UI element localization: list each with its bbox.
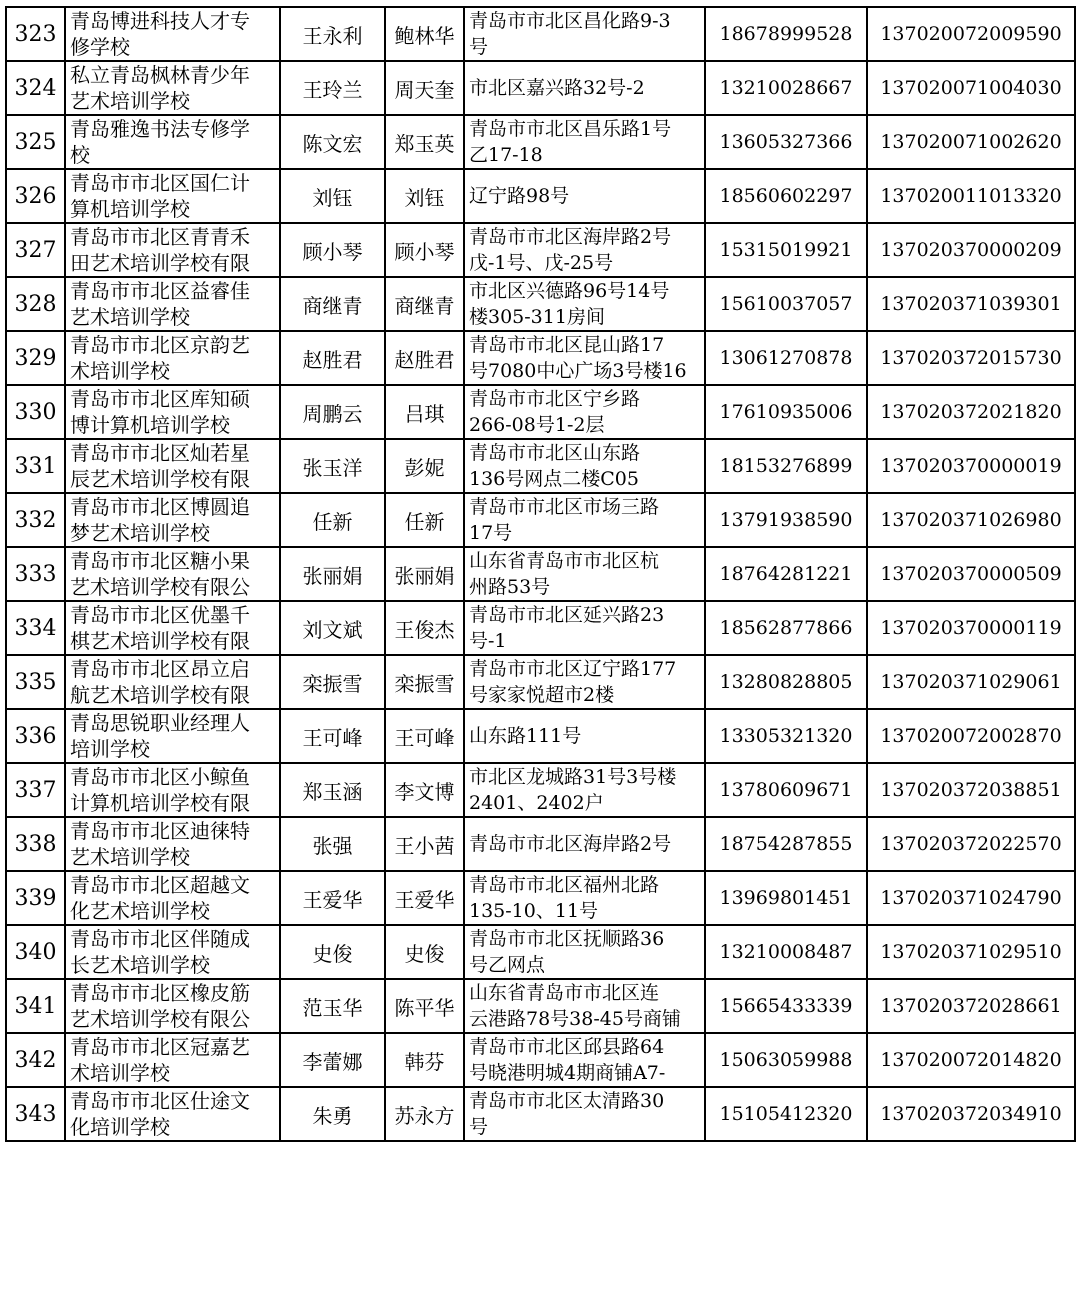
address-cell-line: 号晓港明城4期商铺A7- <box>469 1062 666 1084</box>
principal-cell: 刘钰 <box>385 169 464 223</box>
school-name-cell-line: 梦艺术培训学校 <box>70 521 210 545</box>
school-name-cell-line: 青岛市市北区橡皮筋 <box>70 981 250 1005</box>
row-number-cell: 337 <box>6 763 65 817</box>
school-name-cell-line: 青岛博进科技人才专 <box>70 9 250 33</box>
table-row <box>6 223 1075 277</box>
principal-cell: 鲍林华 <box>385 7 464 61</box>
table-row <box>6 331 1075 385</box>
school-name-cell <box>65 817 280 871</box>
address-cell-line: 136号网点二楼C05 <box>469 468 639 490</box>
address-cell <box>464 493 705 547</box>
row-number-cell: 324 <box>6 61 65 115</box>
row-number-cell: 336 <box>6 709 65 763</box>
school-name-cell-line: 计算机培训学校有限 <box>70 791 250 815</box>
principal-cell: 李文博 <box>385 763 464 817</box>
legal-representative-cell: 赵胜君 <box>280 331 385 385</box>
address-cell-line: 17号 <box>469 522 513 544</box>
address-cell <box>464 979 705 1033</box>
school-name-cell-line: 青岛市市北区小鲸鱼 <box>70 765 250 789</box>
license-number-cell: 137020370000509 <box>867 547 1075 601</box>
phone-cell: 15105412320 <box>705 1087 867 1141</box>
address-cell-line: 戊-1号、戊-25号 <box>469 252 614 274</box>
principal-cell: 王爱华 <box>385 871 464 925</box>
school-name-cell-line: 棋艺术培训学校有限 <box>70 629 250 653</box>
license-number-cell: 137020370000119 <box>867 601 1075 655</box>
row-number-cell: 343 <box>6 1087 65 1141</box>
address-cell <box>464 169 705 223</box>
legal-representative-cell: 刘文斌 <box>280 601 385 655</box>
principal-cell: 赵胜君 <box>385 331 464 385</box>
license-number-cell: 137020072002870 <box>867 709 1075 763</box>
address-cell-line: 山东省青岛市市北区杭 <box>469 550 660 572</box>
row-number-cell: 323 <box>6 7 65 61</box>
phone-cell: 18560602297 <box>705 169 867 223</box>
address-cell <box>464 601 705 655</box>
legal-representative-cell: 任新 <box>280 493 385 547</box>
table-row <box>6 763 1075 817</box>
phone-cell: 13210028667 <box>705 61 867 115</box>
address-cell-line: 青岛市市北区海岸路2号 <box>469 226 672 248</box>
address-cell <box>464 817 705 871</box>
phone-cell: 18764281221 <box>705 547 867 601</box>
table-row <box>6 61 1075 115</box>
address-cell <box>464 871 705 925</box>
legal-representative-cell: 栾振雪 <box>280 655 385 709</box>
school-name-cell <box>65 709 280 763</box>
license-number-cell: 137020371029061 <box>867 655 1075 709</box>
school-name-cell <box>65 1087 280 1141</box>
row-number-cell: 333 <box>6 547 65 601</box>
school-name-cell-line: 校 <box>70 143 90 167</box>
address-cell-line: 青岛市市北区福州北路 <box>469 874 660 896</box>
table-row <box>6 277 1075 331</box>
row-number-cell: 329 <box>6 331 65 385</box>
school-name-cell-line: 青岛市市北区青青禾 <box>70 225 250 249</box>
school-name-cell-line: 青岛市市北区昂立启 <box>70 657 250 681</box>
legal-representative-cell: 郑玉涵 <box>280 763 385 817</box>
license-number-cell: 137020371024790 <box>867 871 1075 925</box>
license-number-cell: 137020072009590 <box>867 7 1075 61</box>
school-name-cell-line: 青岛思锐职业经理人 <box>70 711 250 735</box>
license-number-cell: 137020071002620 <box>867 115 1075 169</box>
row-number-cell: 331 <box>6 439 65 493</box>
address-cell <box>464 1087 705 1141</box>
school-name-cell-line: 青岛市市北区博圆追 <box>70 495 250 519</box>
address-cell-line: 山东路111号 <box>469 725 582 747</box>
address-cell-line: 市北区兴德路96号14号 <box>469 280 670 302</box>
school-name-cell-line: 青岛市市北区京韵艺 <box>70 333 250 357</box>
legal-representative-cell: 周鹏云 <box>280 385 385 439</box>
school-name-cell-line: 青岛市市北区灿若星 <box>70 441 250 465</box>
address-cell-line: 2401、2402户 <box>469 792 604 814</box>
school-name-cell-line: 博计算机培训学校 <box>70 413 230 437</box>
phone-cell: 13305321320 <box>705 709 867 763</box>
address-cell-line: 云港路78号38-45号商铺 <box>469 1008 681 1030</box>
school-name-cell-line: 修学校 <box>70 35 130 59</box>
principal-cell: 商继青 <box>385 277 464 331</box>
school-name-cell-line: 艺术培训学校 <box>70 305 190 329</box>
table-row <box>6 1087 1075 1141</box>
school-name-cell <box>65 277 280 331</box>
license-number-cell: 137020372028661 <box>867 979 1075 1033</box>
address-cell-line: 山东省青岛市市北区连 <box>469 982 660 1004</box>
phone-cell: 13791938590 <box>705 493 867 547</box>
address-cell-line: 青岛市市北区延兴路23 <box>469 604 665 626</box>
legal-representative-cell: 王爱华 <box>280 871 385 925</box>
legal-representative-cell: 顾小琴 <box>280 223 385 277</box>
school-name-cell-line: 青岛市市北区国仁计 <box>70 171 250 195</box>
legal-representative-cell: 朱勇 <box>280 1087 385 1141</box>
school-name-cell <box>65 655 280 709</box>
school-name-cell <box>65 385 280 439</box>
legal-representative-cell: 李蕾娜 <box>280 1033 385 1087</box>
address-cell-line: 市北区龙城路31号3号楼 <box>469 766 677 788</box>
address-cell <box>464 1033 705 1087</box>
license-number-cell: 137020372015730 <box>867 331 1075 385</box>
legal-representative-cell: 张强 <box>280 817 385 871</box>
address-cell <box>464 331 705 385</box>
school-name-cell-line: 青岛雅逸书法专修学 <box>70 117 250 141</box>
legal-representative-cell: 陈文宏 <box>280 115 385 169</box>
phone-cell: 18153276899 <box>705 439 867 493</box>
license-number-cell: 137020371039301 <box>867 277 1075 331</box>
legal-representative-cell: 商继青 <box>280 277 385 331</box>
address-cell-line: 青岛市市北区邱县路64 <box>469 1036 665 1058</box>
school-name-cell <box>65 223 280 277</box>
address-cell-line: 青岛市市北区抚顺路36 <box>469 928 665 950</box>
legal-representative-cell: 王玲兰 <box>280 61 385 115</box>
principal-cell: 栾振雪 <box>385 655 464 709</box>
row-number-cell: 328 <box>6 277 65 331</box>
row-number-cell: 339 <box>6 871 65 925</box>
school-name-cell-line: 算机培训学校 <box>70 197 190 221</box>
license-number-cell: 137020372021820 <box>867 385 1075 439</box>
school-name-cell <box>65 979 280 1033</box>
school-name-cell-line: 艺术培训学校 <box>70 89 190 113</box>
row-number-cell: 335 <box>6 655 65 709</box>
school-name-cell-line: 青岛市市北区益睿佳 <box>70 279 250 303</box>
address-cell-line: 青岛市市北区昌化路9-3 <box>469 10 671 32</box>
school-name-cell <box>65 115 280 169</box>
row-number-cell: 330 <box>6 385 65 439</box>
phone-cell: 18562877866 <box>705 601 867 655</box>
phone-cell: 13210008487 <box>705 925 867 979</box>
table-row <box>6 547 1075 601</box>
address-cell-line: 青岛市市北区市场三路 <box>469 496 660 518</box>
address-cell-line: 号 <box>469 36 489 58</box>
license-number-cell: 137020372022570 <box>867 817 1075 871</box>
school-name-cell <box>65 61 280 115</box>
school-name-cell-line: 艺术培训学校有限公 <box>70 1007 250 1031</box>
address-cell <box>464 547 705 601</box>
school-name-cell-line: 青岛市市北区冠嘉艺 <box>70 1035 250 1059</box>
address-cell-line: 青岛市市北区宁乡路 <box>469 388 641 410</box>
address-cell-line: 青岛市市北区海岸路2号 <box>469 833 672 855</box>
address-cell <box>464 439 705 493</box>
principal-cell: 张丽娟 <box>385 547 464 601</box>
table-row <box>6 817 1075 871</box>
table-body <box>6 7 1075 1141</box>
school-registry-table <box>5 6 1076 1142</box>
address-cell-line: 号乙网点 <box>469 954 546 976</box>
phone-cell: 13605327366 <box>705 115 867 169</box>
row-number-cell: 340 <box>6 925 65 979</box>
legal-representative-cell: 张玉洋 <box>280 439 385 493</box>
legal-representative-cell: 刘钰 <box>280 169 385 223</box>
phone-cell: 15665433339 <box>705 979 867 1033</box>
principal-cell: 吕琪 <box>385 385 464 439</box>
principal-cell: 任新 <box>385 493 464 547</box>
school-name-cell-line: 培训学校 <box>70 737 150 761</box>
address-cell-line: 号-1 <box>469 630 507 652</box>
phone-cell: 15063059988 <box>705 1033 867 1087</box>
table-row <box>6 385 1075 439</box>
row-number-cell: 332 <box>6 493 65 547</box>
school-name-cell-line: 辰艺术培训学校有限 <box>70 467 250 491</box>
school-name-cell-line: 化艺术培训学校 <box>70 899 210 923</box>
principal-cell: 彭妮 <box>385 439 464 493</box>
school-name-cell-line: 青岛市市北区伴随成 <box>70 927 250 951</box>
table-row <box>6 7 1075 61</box>
school-name-cell-line: 青岛市市北区库知硕 <box>70 387 250 411</box>
school-name-cell <box>65 763 280 817</box>
address-cell-line: 青岛市市北区昆山路17 <box>469 334 665 356</box>
row-number-cell: 334 <box>6 601 65 655</box>
address-cell <box>464 7 705 61</box>
table-row <box>6 493 1075 547</box>
school-name-cell <box>65 439 280 493</box>
table-row <box>6 871 1075 925</box>
row-number-cell: 342 <box>6 1033 65 1087</box>
address-cell-line: 青岛市市北区昌乐路1号 <box>469 118 672 140</box>
principal-cell: 韩芬 <box>385 1033 464 1087</box>
table-row <box>6 601 1075 655</box>
address-cell <box>464 763 705 817</box>
license-number-cell: 137020370000209 <box>867 223 1075 277</box>
address-cell-line: 青岛市市北区太清路30 <box>469 1090 665 1112</box>
school-name-cell-line: 青岛市市北区超越文 <box>70 873 250 897</box>
school-name-cell-line: 艺术培训学校 <box>70 845 190 869</box>
table-row <box>6 979 1075 1033</box>
address-cell-line: 青岛市市北区山东路 <box>469 442 641 464</box>
address-cell-line: 266-08号1-2层 <box>469 414 605 436</box>
row-number-cell: 338 <box>6 817 65 871</box>
row-number-cell: 341 <box>6 979 65 1033</box>
address-cell-line: 135-10、11号 <box>469 900 599 922</box>
license-number-cell: 137020011013320 <box>867 169 1075 223</box>
principal-cell: 王小茜 <box>385 817 464 871</box>
phone-cell: 18678999528 <box>705 7 867 61</box>
address-cell-line: 楼305-311房间 <box>469 306 605 328</box>
school-name-cell-line: 青岛市市北区仕途文 <box>70 1089 250 1113</box>
license-number-cell: 137020071004030 <box>867 61 1075 115</box>
school-name-cell <box>65 7 280 61</box>
address-cell <box>464 925 705 979</box>
principal-cell: 陈平华 <box>385 979 464 1033</box>
school-name-cell <box>65 1033 280 1087</box>
address-cell <box>464 223 705 277</box>
address-cell-line: 市北区嘉兴路32号-2 <box>469 77 645 99</box>
principal-cell: 郑玉英 <box>385 115 464 169</box>
license-number-cell: 137020072014820 <box>867 1033 1075 1087</box>
row-number-cell: 327 <box>6 223 65 277</box>
address-cell <box>464 277 705 331</box>
legal-representative-cell: 王永利 <box>280 7 385 61</box>
address-cell <box>464 655 705 709</box>
table-row <box>6 115 1075 169</box>
school-name-cell <box>65 169 280 223</box>
school-name-cell-line: 田艺术培训学校有限 <box>70 251 250 275</box>
school-name-cell-line: 长艺术培训学校 <box>70 953 210 977</box>
address-cell <box>464 115 705 169</box>
school-name-cell <box>65 331 280 385</box>
principal-cell: 王可峰 <box>385 709 464 763</box>
legal-representative-cell: 范玉华 <box>280 979 385 1033</box>
phone-cell: 13969801451 <box>705 871 867 925</box>
school-name-cell-line: 航艺术培训学校有限 <box>70 683 250 707</box>
license-number-cell: 137020370000019 <box>867 439 1075 493</box>
school-name-cell-line: 私立青岛枫林青少年 <box>70 63 250 87</box>
license-number-cell: 137020372034910 <box>867 1087 1075 1141</box>
phone-cell: 15610037057 <box>705 277 867 331</box>
principal-cell: 周天奎 <box>385 61 464 115</box>
address-cell <box>464 385 705 439</box>
school-name-cell-line: 化培训学校 <box>70 1115 170 1139</box>
address-cell-line: 号家家悦超市2楼 <box>469 684 615 706</box>
table-row <box>6 655 1075 709</box>
school-name-cell-line: 术培训学校 <box>70 1061 170 1085</box>
school-name-cell-line: 术培训学校 <box>70 359 170 383</box>
table-row <box>6 925 1075 979</box>
phone-cell: 18754287855 <box>705 817 867 871</box>
address-cell <box>464 709 705 763</box>
school-name-cell <box>65 547 280 601</box>
license-number-cell: 137020371029510 <box>867 925 1075 979</box>
table-row <box>6 439 1075 493</box>
table-row <box>6 169 1075 223</box>
phone-cell: 13780609671 <box>705 763 867 817</box>
principal-cell: 苏永方 <box>385 1087 464 1141</box>
school-name-cell <box>65 493 280 547</box>
school-name-cell-line: 青岛市市北区优墨千 <box>70 603 250 627</box>
principal-cell: 顾小琴 <box>385 223 464 277</box>
legal-representative-cell: 王可峰 <box>280 709 385 763</box>
address-cell-line: 乙17-18 <box>469 144 543 166</box>
address-cell-line: 州路53号 <box>469 576 551 598</box>
address-cell-line: 青岛市市北区辽宁路177 <box>469 658 677 680</box>
row-number-cell: 325 <box>6 115 65 169</box>
phone-cell: 15315019921 <box>705 223 867 277</box>
address-cell-line: 号7080中心广场3号楼16 <box>469 360 687 382</box>
school-name-cell <box>65 601 280 655</box>
principal-cell: 史俊 <box>385 925 464 979</box>
address-cell-line: 辽宁路98号 <box>469 185 570 207</box>
legal-representative-cell: 史俊 <box>280 925 385 979</box>
address-cell <box>464 61 705 115</box>
address-cell-line: 号 <box>469 1116 489 1138</box>
row-number-cell: 326 <box>6 169 65 223</box>
legal-representative-cell: 张丽娟 <box>280 547 385 601</box>
school-name-cell-line: 青岛市市北区迪徕特 <box>70 819 250 843</box>
table-row <box>6 1033 1075 1087</box>
phone-cell: 17610935006 <box>705 385 867 439</box>
school-name-cell <box>65 871 280 925</box>
phone-cell: 13280828805 <box>705 655 867 709</box>
phone-cell: 13061270878 <box>705 331 867 385</box>
school-name-cell-line: 青岛市市北区糖小果 <box>70 549 250 573</box>
license-number-cell: 137020371026980 <box>867 493 1075 547</box>
table-row <box>6 709 1075 763</box>
principal-cell: 王俊杰 <box>385 601 464 655</box>
school-name-cell-line: 艺术培训学校有限公 <box>70 575 250 599</box>
license-number-cell: 137020372038851 <box>867 763 1075 817</box>
school-name-cell <box>65 925 280 979</box>
